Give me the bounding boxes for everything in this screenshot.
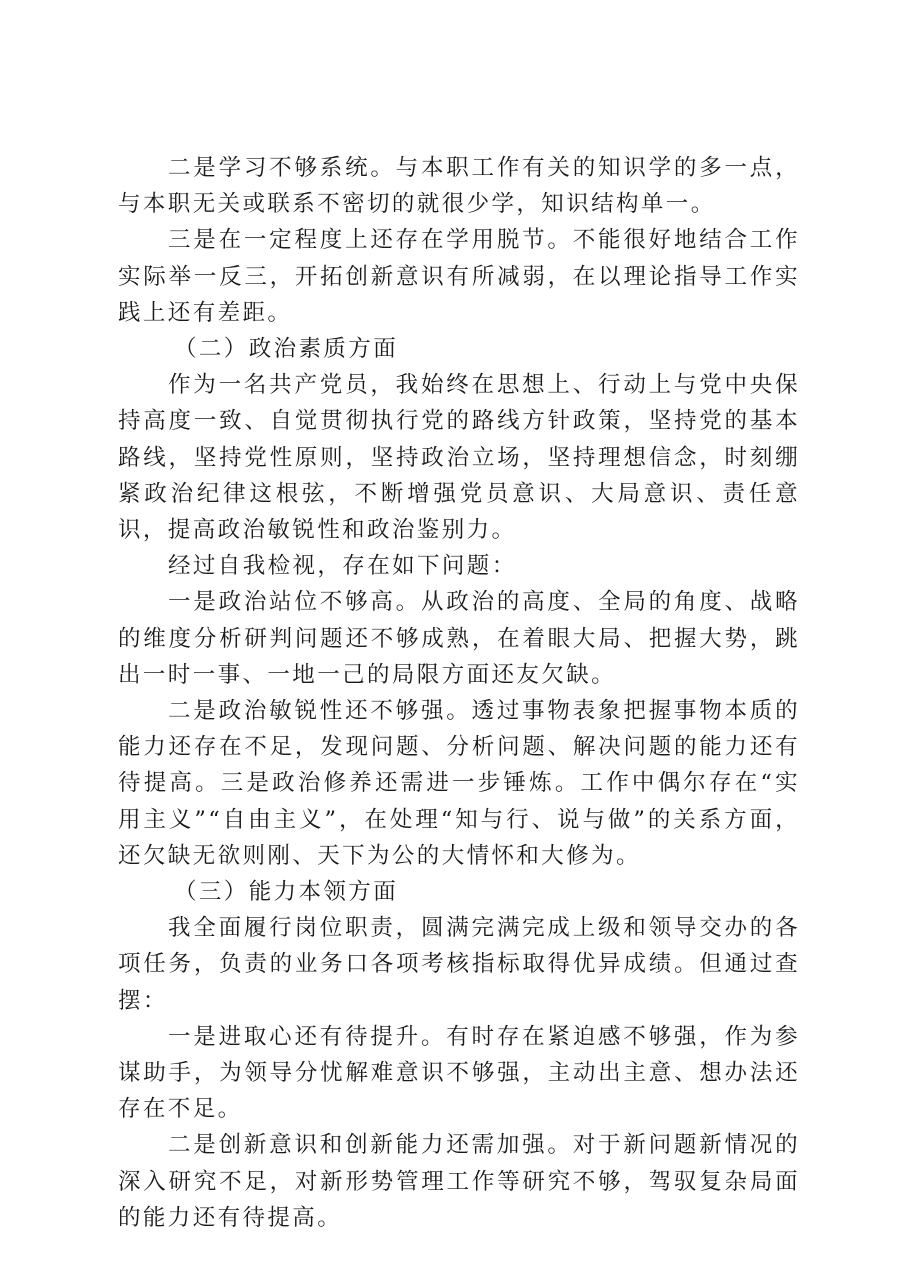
- paragraph-innovation: 二是创新意识和创新能力还需加强。对于新问题新情况的深入研究不足，对新形势管理工作等研究不够，驾驭复杂局面的能力还有待提高。: [118, 1132, 800, 1231]
- paragraph-ability-intro: 我全面履行岗位职责，圆满完满完成上级和领导交办的各项任务，负责的业务口各项考核指标取得优异成绩。但通过查摆：: [118, 915, 800, 1014]
- paragraph-self-review: 经过自我检视，存在如下问题：: [168, 553, 517, 580]
- paragraph-political-sensitivity: 二是政治敏锐性还不够强。透过事物表象把握事物本质的能力还存在不足，发现问题、分析问题、解决问题的能力还有待提高。三是政治修养还需进一步锤炼。工作中偶尔存在“实用主义”“自由主义”，在处理“知与行、说与做”的关系方面，还欠缺无欲则刚、天下为公的大情怀和大修为。: [118, 698, 800, 869]
- paragraph-study-practice: 三是在一定程度上还存在学用脱节。不能很好地结合工作实际举一反三，开拓创新意识有所减弱，在以理论指导工作实践上还有差距。: [118, 227, 800, 326]
- section-heading-ability: （三）能力本领方面: [174, 879, 399, 906]
- paragraph-ambition: 一是进取心还有待提升。有时存在紧迫感不够强，作为参谋助手，为领导分忧解难意识不够强，主动出主意、想办法还存在不足。: [118, 1023, 800, 1123]
- paragraph-study-system: 二是学习不够系统。与本职工作有关的知识学的多一点，与本职无关或联系不密切的就很少学，知识结构单一。: [118, 155, 800, 218]
- paragraph-political-position: 一是政治站位不够高。从政治的高度、全局的角度、战略的维度分析研判问题还不够成熟，在着眼大局、把握大势，跳出一时一事、一地一己的局限方面还友欠缺。: [118, 589, 800, 688]
- paragraph-political-intro: 作为一名共产党员，我始终在思想上、行动上与党中央保持高度一致、自觉贯彻执行党的路线方针政策，坚持党的基本路线，坚持党性原则，坚持政治立场，坚持理想信念，时刻绷紧政治纪律这根弦，不断增强党员意识、大局意识、责任意识，提高政治敏锐性和政治鉴别力。: [118, 372, 800, 544]
- section-heading-political: （二）政治素质方面: [174, 336, 399, 363]
- document-body: [118, 150, 800, 1236]
